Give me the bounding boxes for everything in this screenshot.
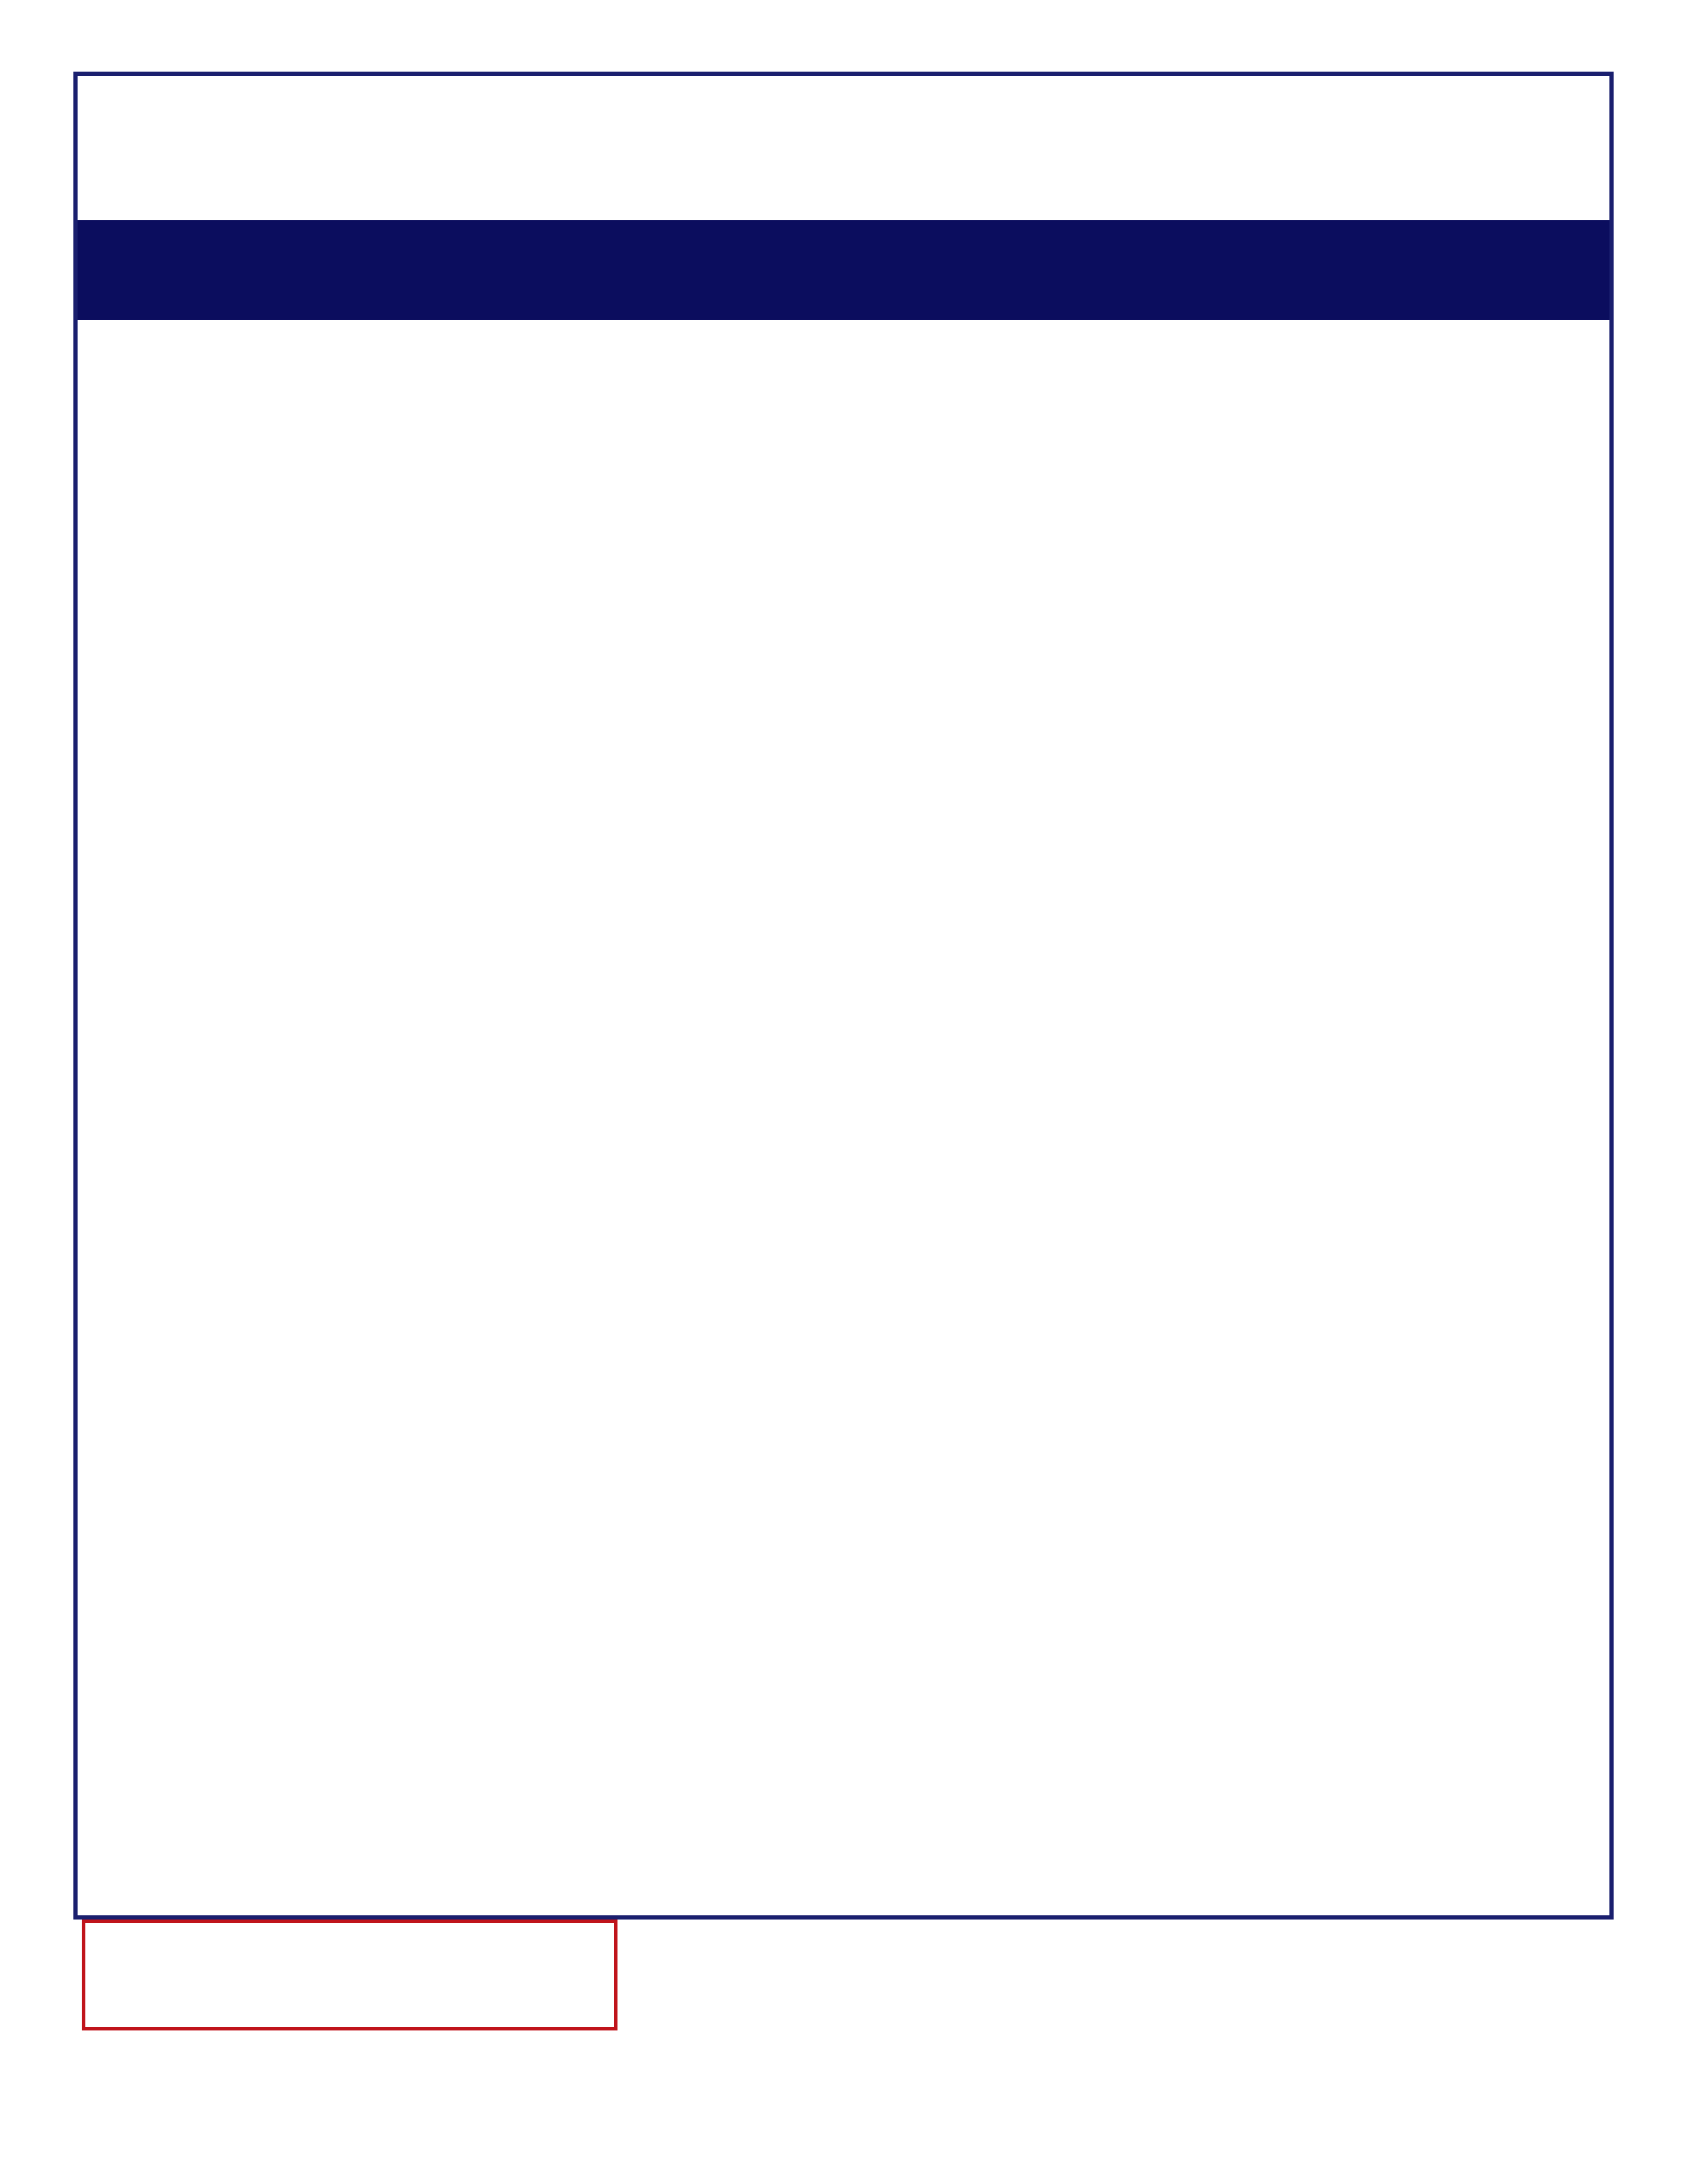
title-row — [78, 76, 1609, 220]
weekday-header — [78, 220, 1609, 320]
cho-note-box — [82, 1920, 617, 2030]
calendar-frame — [73, 72, 1614, 1920]
